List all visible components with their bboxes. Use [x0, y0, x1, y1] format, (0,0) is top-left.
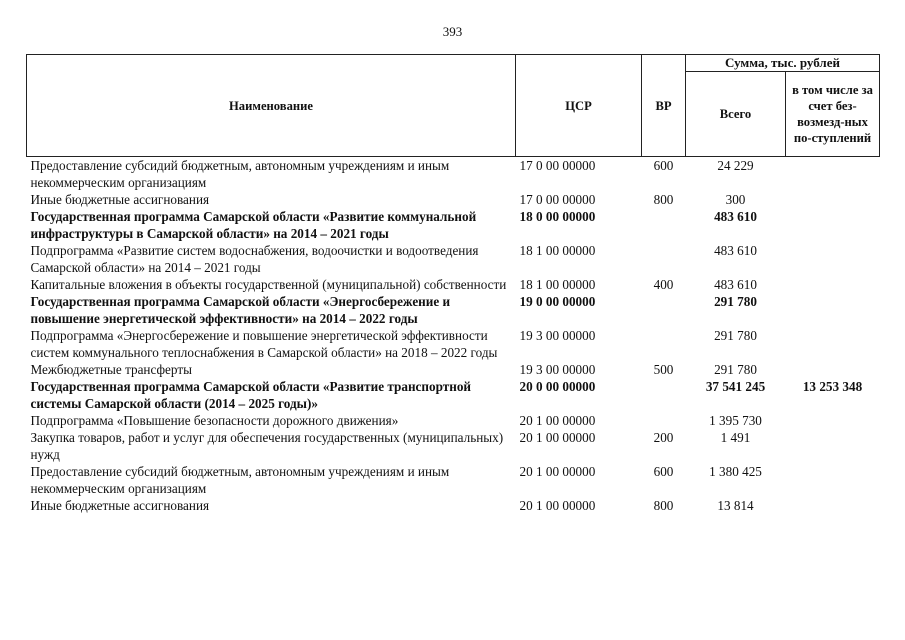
- row-extra: [786, 412, 880, 429]
- row-vr-code: [642, 208, 686, 242]
- row-total: 291 780: [714, 294, 757, 309]
- table-row: [27, 429, 880, 463]
- row-extra: [786, 463, 880, 497]
- table-row: [27, 361, 880, 378]
- row-name: Иные бюджетные ассигнования: [30, 192, 210, 207]
- row-vr-code: 800: [653, 192, 674, 207]
- row-name: Государственная программа Самарской области «Развитие транспортной системы Самарской области (2014 – 2025 годы)»: [30, 379, 472, 411]
- row-csr-code: 17 0 00 00000: [519, 158, 596, 173]
- row-extra: [786, 497, 880, 514]
- table-row: [27, 327, 880, 361]
- row-total: 300: [725, 192, 746, 207]
- row-total: 1 380 425: [709, 464, 762, 479]
- row-total: 13 814: [717, 498, 754, 513]
- row-name: Закупка товаров, работ и услуг для обеспечения государственных (муниципальных) нужд: [30, 430, 504, 462]
- table-header: [27, 55, 880, 157]
- row-vr-code: 800: [653, 498, 674, 513]
- row-csr-code: 20 1 00 00000: [519, 430, 596, 445]
- row-vr-code: 600: [653, 464, 674, 479]
- row-csr-code: 20 1 00 00000: [519, 464, 596, 479]
- row-extra: 13 253 348: [802, 379, 863, 394]
- row-extra: [786, 208, 880, 242]
- row-total: 291 780: [714, 328, 757, 343]
- table-body: [27, 157, 880, 515]
- row-vr-code: 200: [653, 430, 674, 445]
- row-vr-code: [642, 293, 686, 327]
- row-extra: [786, 276, 880, 293]
- row-name: Подпрограмма «Развитие систем водоснабжения, водоочистки и водоотведения Самарской области» на 2014 – 2021 годы: [30, 243, 479, 275]
- header-extra: в том числе за счет без-возмезд-ных по-ступлений: [786, 72, 880, 157]
- row-csr-code: 18 1 00 00000: [519, 243, 596, 258]
- table-row: [27, 208, 880, 242]
- row-vr-code: [642, 327, 686, 361]
- header-name: Наименование: [27, 55, 516, 157]
- table-row: [27, 242, 880, 276]
- row-vr-code: 400: [653, 277, 674, 292]
- row-total: 24 229: [717, 158, 754, 173]
- row-extra: [786, 242, 880, 276]
- row-vr-code: [642, 412, 686, 429]
- table-row: [27, 293, 880, 327]
- row-total: 483 610: [714, 243, 757, 258]
- row-extra: [786, 191, 880, 208]
- row-csr-code: 20 0 00 00000: [519, 379, 596, 394]
- row-csr-code: 20 1 00 00000: [519, 413, 596, 428]
- table-row: [27, 378, 880, 412]
- row-csr-code: 18 1 00 00000: [519, 277, 596, 292]
- row-total: 1 491: [720, 430, 751, 445]
- row-total: 483 610: [714, 209, 757, 224]
- row-extra: [786, 293, 880, 327]
- table-row: [27, 157, 880, 192]
- budget-table: [26, 54, 880, 514]
- row-extra: [786, 327, 880, 361]
- row-total: 1 395 730: [709, 413, 762, 428]
- row-vr-code: 500: [653, 362, 674, 377]
- row-csr-code: 19 3 00 00000: [519, 328, 596, 343]
- header-total: Всего: [686, 72, 786, 157]
- row-name: Межбюджетные трансферты: [30, 362, 192, 377]
- table-row: [27, 276, 880, 293]
- row-name: Предоставление субсидий бюджетным, автономным учреждениям и иным некоммерческим организациям: [30, 464, 450, 496]
- row-extra: [786, 157, 880, 192]
- page-number: 393: [442, 24, 463, 39]
- row-total: 37 541 245: [705, 379, 766, 394]
- row-name: Подпрограмма «Энергосбережение и повышение энергетической эффективности систем коммунального теплоснабжения в Самарской области» на 2018 – 2022 годы: [30, 328, 498, 360]
- row-name: Государственная программа Самарской области «Энергосбережение и повышение энергетической эффективности» на 2014 – 2022 годы: [30, 294, 451, 326]
- row-name: Иные бюджетные ассигнования: [30, 498, 210, 513]
- row-csr-code: 20 1 00 00000: [519, 498, 596, 513]
- row-extra: [786, 429, 880, 463]
- row-vr-code: 600: [653, 158, 674, 173]
- row-total: 291 780: [714, 362, 757, 377]
- row-csr-code: 19 3 00 00000: [519, 362, 596, 377]
- row-total: 483 610: [714, 277, 757, 292]
- table-row: [27, 412, 880, 429]
- row-csr-code: 18 0 00 00000: [519, 209, 596, 224]
- row-name: Капитальные вложения в объекты государственной (муниципальной) собственности: [30, 277, 507, 292]
- row-name: Предоставление субсидий бюджетным, автономным учреждениям и иным некоммерческим организациям: [30, 158, 450, 190]
- row-csr-code: 19 0 00 00000: [519, 294, 596, 309]
- row-csr-code: 17 0 00 00000: [519, 192, 596, 207]
- header-csr: ЦСР: [516, 55, 642, 157]
- row-name: Государственная программа Самарской области «Развитие коммунальной инфраструктуры в Самарской области» на 2014 – 2021 годы: [30, 209, 477, 241]
- table-row: [27, 191, 880, 208]
- row-vr-code: [642, 378, 686, 412]
- table-row: [27, 497, 880, 514]
- table-row: [27, 463, 880, 497]
- header-sum: Сумма, тыс. рублей: [686, 55, 880, 72]
- row-vr-code: [642, 242, 686, 276]
- row-extra: [786, 361, 880, 378]
- header-vr: ВР: [642, 55, 686, 157]
- row-name: Подпрограмма «Повышение безопасности дорожного движения»: [30, 413, 399, 428]
